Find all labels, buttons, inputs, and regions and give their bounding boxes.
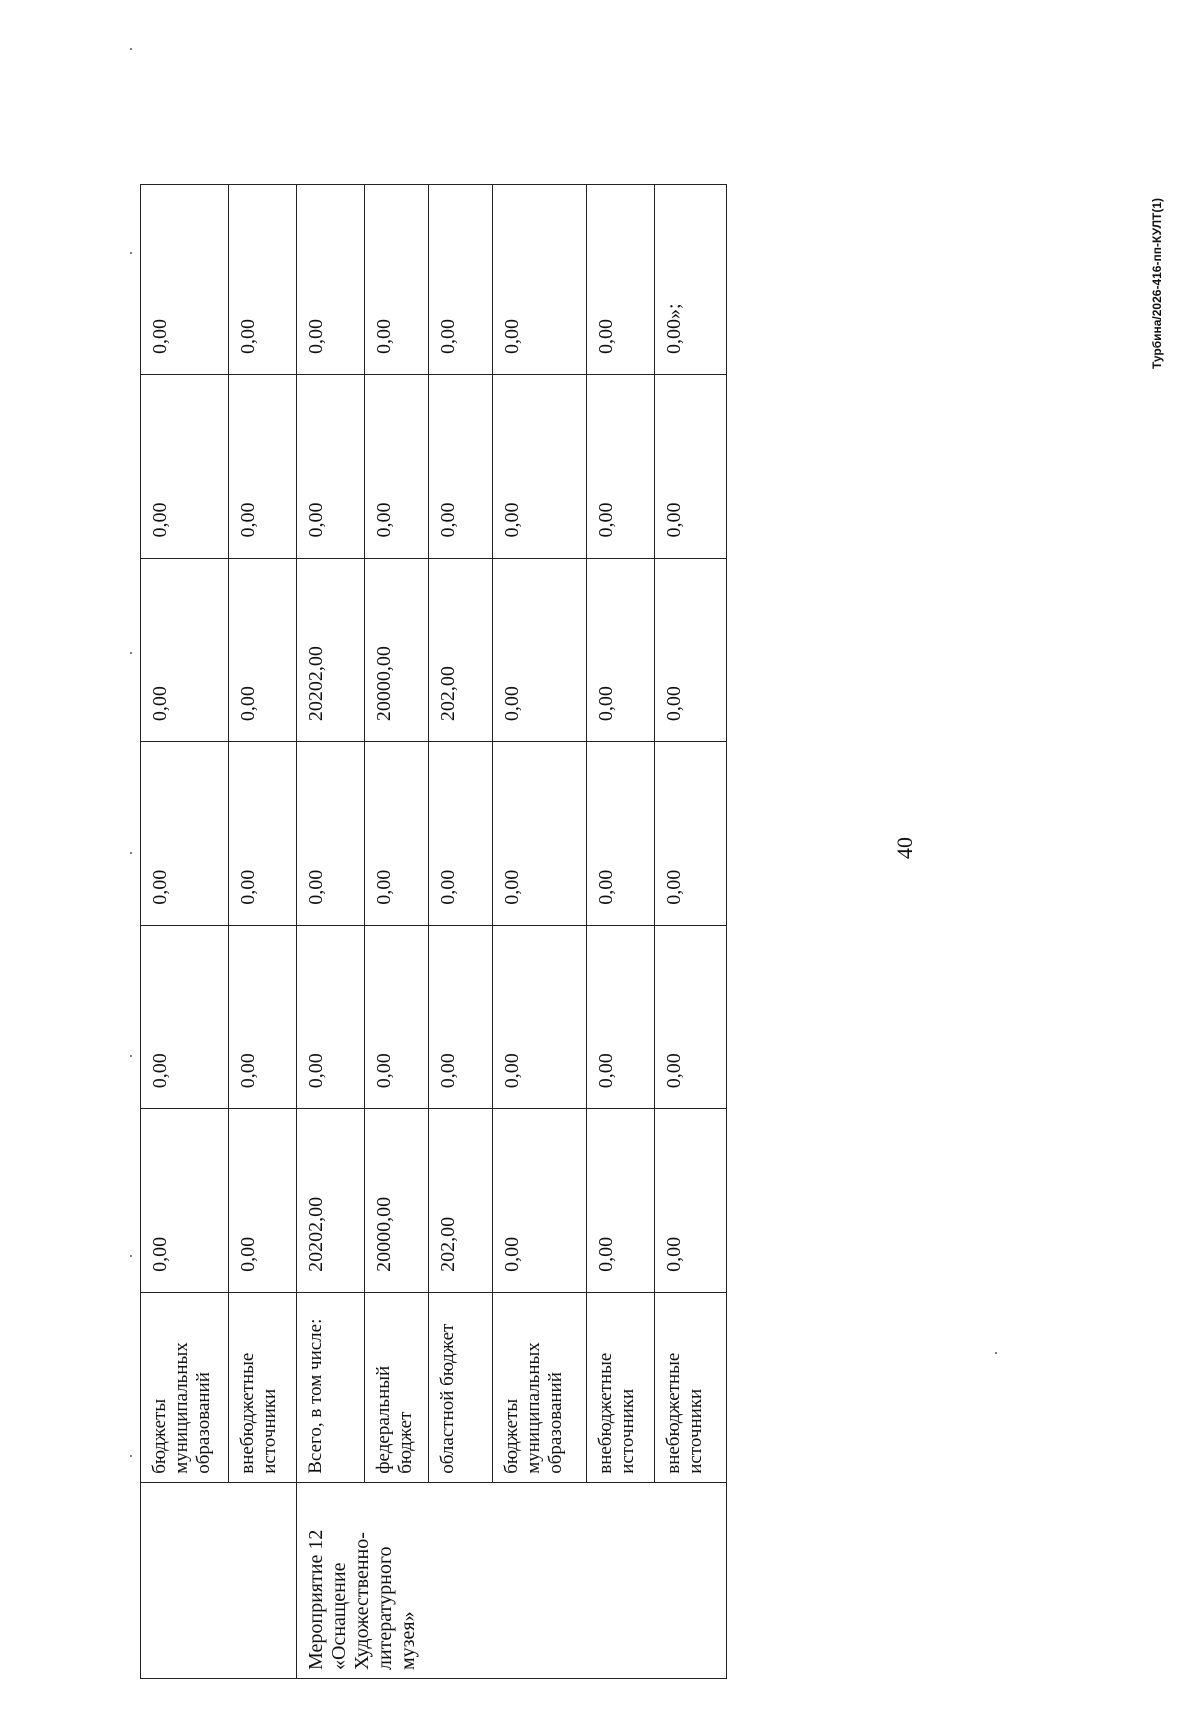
value-cell: 0,00 — [365, 925, 429, 1109]
value-cell: 20202,00 — [297, 1109, 365, 1293]
table-row — [365, 185, 429, 1679]
value-cell: 20202,00 — [297, 558, 365, 742]
value-cell: 0,00 — [587, 742, 655, 926]
value-cell: 0,00 — [655, 1109, 727, 1293]
value-cell: 0,00 — [141, 742, 229, 926]
value-cell: 0,00 — [229, 925, 297, 1109]
value-cell: 202,00 — [429, 558, 493, 742]
value-cell: 0,00 — [229, 742, 297, 926]
scan-speck — [130, 652, 132, 654]
value-cell: 0,00 — [297, 374, 365, 558]
scan-speck — [130, 1455, 132, 1457]
value-cell: 0,00 — [429, 374, 493, 558]
value-cell: 0,00 — [655, 742, 727, 926]
scan-speck — [130, 1055, 132, 1057]
value-cell: 0,00 — [365, 185, 429, 375]
scan-speck — [995, 1352, 997, 1354]
event-name-cell — [141, 1482, 297, 1678]
value-cell: 0,00 — [587, 1109, 655, 1293]
value-cell: 0,00 — [493, 925, 587, 1109]
value-cell: 0,00 — [587, 185, 655, 375]
value-cell: 0,00 — [493, 558, 587, 742]
value-cell: 0,00 — [493, 185, 587, 375]
funding-source-cell: внебюджетные источники — [587, 1292, 655, 1482]
value-cell: 0,00 — [655, 374, 727, 558]
value-cell: 20000,00 — [365, 1109, 429, 1293]
budget-table — [140, 184, 727, 1679]
value-cell: 0,00 — [229, 185, 297, 375]
value-cell: 202,00 — [429, 1109, 493, 1293]
value-cell: 0,00 — [297, 742, 365, 926]
table-row — [655, 185, 727, 1679]
value-cell: 0,00 — [493, 742, 587, 926]
event-name-cell: Мероприятие 12 «Оснащение Художественно-литературного музея» — [297, 1482, 727, 1678]
value-cell: 0,00 — [229, 1109, 297, 1293]
value-cell: 0,00 — [429, 185, 493, 375]
funding-source-cell: федеральный бюджет — [365, 1292, 429, 1482]
table-row — [429, 185, 493, 1679]
funding-source-cell: внебюджетные источники — [229, 1292, 297, 1482]
value-cell: 0,00 — [141, 374, 229, 558]
table-row — [493, 185, 587, 1679]
value-cell: 0,00 — [587, 925, 655, 1109]
table-row — [141, 185, 229, 1679]
value-cell: 0,00 — [141, 925, 229, 1109]
value-cell: 0,00 — [365, 742, 429, 926]
funding-source-cell: бюджеты муниципальных образований — [493, 1292, 587, 1482]
value-cell: 0,00 — [429, 925, 493, 1109]
table-row — [297, 185, 365, 1679]
scan-speck — [130, 1255, 132, 1257]
funding-source-cell: внебюджетные источники — [655, 1292, 727, 1482]
document-code: Турбина/2026-416-пп-КУЛТ(1) — [1150, 197, 1164, 369]
value-cell: 20000,00 — [365, 558, 429, 742]
scan-speck — [130, 48, 132, 50]
value-cell: 0,00 — [655, 558, 727, 742]
funding-source-cell: бюджеты муниципальных образований — [141, 1292, 229, 1482]
value-cell: 0,00 — [141, 185, 229, 375]
table-row — [229, 185, 297, 1679]
value-cell: 0,00 — [297, 185, 365, 375]
value-cell: 0,00 — [365, 374, 429, 558]
value-cell: 0,00 — [655, 925, 727, 1109]
value-cell: 0,00 — [587, 374, 655, 558]
value-cell: 0,00»; — [655, 185, 727, 375]
page-number: 40 — [892, 837, 917, 859]
scan-speck — [130, 252, 132, 254]
value-cell: 0,00 — [429, 742, 493, 926]
table-row — [587, 185, 655, 1679]
value-cell: 0,00 — [141, 1109, 229, 1293]
value-cell: 0,00 — [229, 558, 297, 742]
value-cell: 0,00 — [587, 558, 655, 742]
funding-source-cell: областной бюджет — [429, 1292, 493, 1482]
scan-speck — [130, 852, 132, 854]
value-cell: 0,00 — [493, 374, 587, 558]
value-cell: 0,00 — [141, 558, 229, 742]
funding-source-cell: Всего, в том числе: — [297, 1292, 365, 1482]
value-cell: 0,00 — [493, 1109, 587, 1293]
value-cell: 0,00 — [229, 374, 297, 558]
value-cell: 0,00 — [297, 925, 365, 1109]
